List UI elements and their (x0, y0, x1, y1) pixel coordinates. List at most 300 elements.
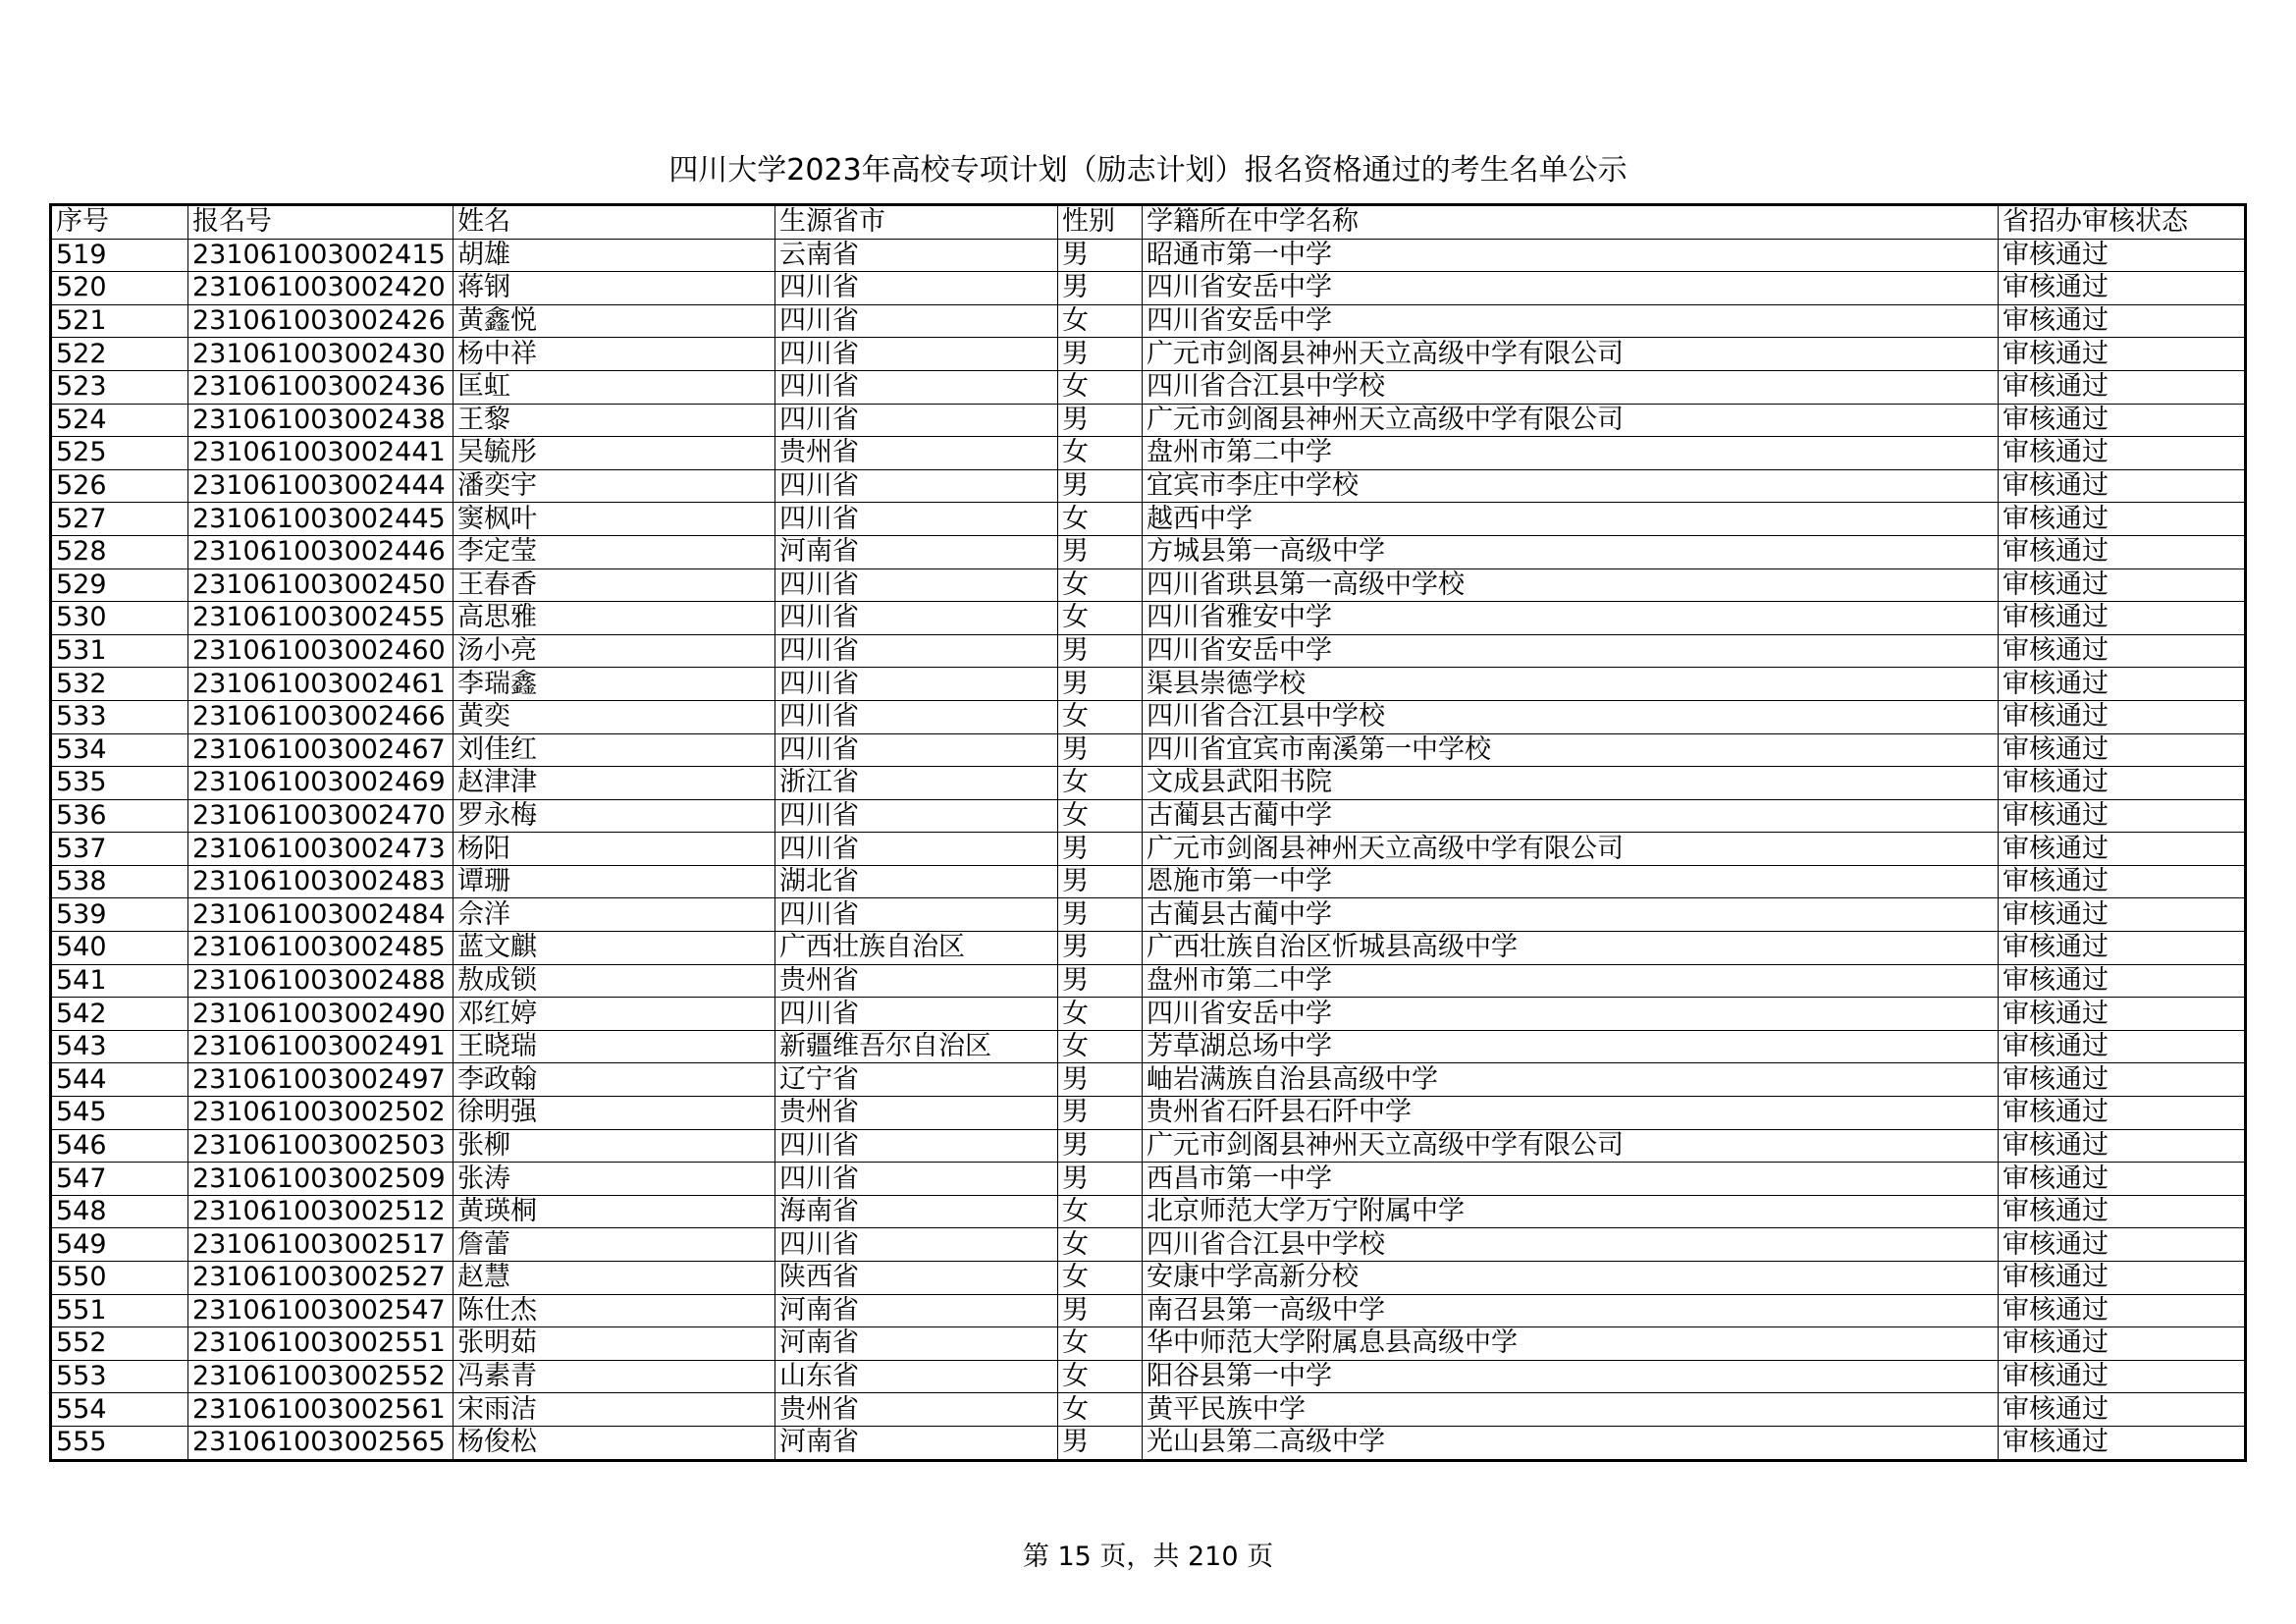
cell-review-status: 审核通过 (1999, 998, 2246, 1031)
cell-province: 贵州省 (775, 1097, 1058, 1130)
cell-registration-no: 231061003002470 (188, 799, 454, 833)
table-row (51, 1360, 2246, 1393)
cell-review-status: 审核通过 (1999, 1030, 2246, 1063)
cell-registration-no: 231061003002446 (188, 535, 454, 568)
cell-name: 宋雨洁 (454, 1393, 775, 1427)
cell-name: 杨阳 (454, 833, 775, 866)
cell-review-status: 审核通过 (1999, 437, 2246, 470)
cell-serial: 532 (51, 668, 188, 701)
cell-province: 四川省 (775, 469, 1058, 503)
cell-gender: 男 (1058, 634, 1143, 668)
cell-serial: 539 (51, 898, 188, 932)
cell-review-status: 审核通过 (1999, 1393, 2246, 1427)
cell-gender: 男 (1058, 272, 1143, 305)
column-header-name: 姓名 (454, 205, 775, 240)
cell-province: 河南省 (775, 535, 1058, 568)
cell-registration-no: 231061003002450 (188, 568, 454, 602)
cell-serial: 520 (51, 272, 188, 305)
table-row (51, 1393, 2246, 1427)
cell-registration-no: 231061003002455 (188, 602, 454, 635)
cell-name: 谭珊 (454, 865, 775, 898)
table-row (51, 799, 2246, 833)
cell-serial: 553 (51, 1360, 188, 1393)
table-body (51, 239, 2246, 1460)
cell-province: 四川省 (775, 338, 1058, 371)
table-row (51, 1426, 2246, 1460)
cell-registration-no: 231061003002473 (188, 833, 454, 866)
cell-province: 山东省 (775, 1360, 1058, 1393)
cell-school: 芳草湖总场中学 (1143, 1030, 1999, 1063)
cell-name: 詹蕾 (454, 1228, 775, 1262)
cell-serial: 538 (51, 865, 188, 898)
cell-gender: 男 (1058, 1063, 1143, 1097)
table-row (51, 964, 2246, 998)
cell-province: 四川省 (775, 833, 1058, 866)
cell-school: 恩施市第一中学 (1143, 865, 1999, 898)
table-row (51, 998, 2246, 1031)
cell-gender: 女 (1058, 1393, 1143, 1427)
cell-serial: 521 (51, 304, 188, 338)
column-header-province: 生源省市 (775, 205, 1058, 240)
cell-province: 贵州省 (775, 1393, 1058, 1427)
cell-name: 蓝文麒 (454, 932, 775, 965)
table-row (51, 1063, 2246, 1097)
cell-name: 潘奕宇 (454, 469, 775, 503)
cell-registration-no: 231061003002552 (188, 1360, 454, 1393)
cell-name: 杨俊松 (454, 1426, 775, 1460)
cell-name: 匡虹 (454, 370, 775, 404)
cell-school: 越西中学 (1143, 503, 1999, 536)
cell-name: 李政翰 (454, 1063, 775, 1097)
table-row (51, 767, 2246, 800)
cell-school: 盘州市第二中学 (1143, 964, 1999, 998)
cell-serial: 531 (51, 634, 188, 668)
cell-school: 四川省珙县第一高级中学校 (1143, 568, 1999, 602)
cell-name: 王春香 (454, 568, 775, 602)
cell-province: 海南省 (775, 1195, 1058, 1228)
cell-province: 四川省 (775, 370, 1058, 404)
cell-name: 王黎 (454, 404, 775, 437)
cell-serial: 541 (51, 964, 188, 998)
cell-province: 四川省 (775, 700, 1058, 733)
cell-province: 四川省 (775, 668, 1058, 701)
cell-gender: 男 (1058, 833, 1143, 866)
cell-review-status: 审核通过 (1999, 370, 2246, 404)
cell-gender: 女 (1058, 799, 1143, 833)
cell-serial: 555 (51, 1426, 188, 1460)
cell-name: 汤小亮 (454, 634, 775, 668)
cell-school: 四川省合江县中学校 (1143, 700, 1999, 733)
cell-province: 河南省 (775, 1327, 1058, 1361)
cell-province: 贵州省 (775, 964, 1058, 998)
cell-name: 赵津津 (454, 767, 775, 800)
cell-review-status: 审核通过 (1999, 1426, 2246, 1460)
cell-school: 广元市剑阁县神州天立高级中学有限公司 (1143, 1129, 1999, 1163)
column-header-registration-no: 报名号 (188, 205, 454, 240)
cell-review-status: 审核通过 (1999, 733, 2246, 767)
cell-registration-no: 231061003002460 (188, 634, 454, 668)
cell-review-status: 审核通过 (1999, 1195, 2246, 1228)
cell-serial: 524 (51, 404, 188, 437)
cell-serial: 544 (51, 1063, 188, 1097)
cell-registration-no: 231061003002485 (188, 932, 454, 965)
cell-name: 李瑞鑫 (454, 668, 775, 701)
cell-serial: 551 (51, 1294, 188, 1327)
cell-school: 四川省安岳中学 (1143, 304, 1999, 338)
cell-serial: 535 (51, 767, 188, 800)
cell-name: 陈仕杰 (454, 1294, 775, 1327)
cell-province: 云南省 (775, 239, 1058, 272)
cell-registration-no: 231061003002466 (188, 700, 454, 733)
cell-school: 广西壮族自治区忻城县高级中学 (1143, 932, 1999, 965)
cell-gender: 男 (1058, 1294, 1143, 1327)
cell-province: 四川省 (775, 1228, 1058, 1262)
table-row (51, 865, 2246, 898)
cell-province: 四川省 (775, 602, 1058, 635)
table-row (51, 503, 2246, 536)
cell-name: 张涛 (454, 1163, 775, 1196)
cell-name: 赵慧 (454, 1262, 775, 1295)
cell-registration-no: 231061003002561 (188, 1393, 454, 1427)
cell-school: 盘州市第二中学 (1143, 437, 1999, 470)
cell-review-status: 审核通过 (1999, 1262, 2246, 1295)
cell-registration-no: 231061003002497 (188, 1063, 454, 1097)
table-row (51, 304, 2246, 338)
cell-gender: 男 (1058, 1097, 1143, 1130)
cell-gender: 男 (1058, 964, 1143, 998)
cell-registration-no: 231061003002551 (188, 1327, 454, 1361)
cell-review-status: 审核通过 (1999, 568, 2246, 602)
cell-school: 广元市剑阁县神州天立高级中学有限公司 (1143, 338, 1999, 371)
table-row (51, 272, 2246, 305)
cell-province: 四川省 (775, 272, 1058, 305)
cell-gender: 女 (1058, 370, 1143, 404)
cell-gender: 男 (1058, 733, 1143, 767)
cell-name: 冯素青 (454, 1360, 775, 1393)
cell-gender: 男 (1058, 239, 1143, 272)
cell-registration-no: 231061003002436 (188, 370, 454, 404)
cell-gender: 女 (1058, 304, 1143, 338)
cell-name: 高思雅 (454, 602, 775, 635)
cell-registration-no: 231061003002491 (188, 1030, 454, 1063)
cell-registration-no: 231061003002509 (188, 1163, 454, 1196)
cell-registration-no: 231061003002503 (188, 1129, 454, 1163)
cell-gender: 女 (1058, 700, 1143, 733)
cell-review-status: 审核通过 (1999, 1360, 2246, 1393)
cell-review-status: 审核通过 (1999, 865, 2246, 898)
cell-school: 广元市剑阁县神州天立高级中学有限公司 (1143, 404, 1999, 437)
cell-review-status: 审核通过 (1999, 239, 2246, 272)
cell-registration-no: 231061003002461 (188, 668, 454, 701)
cell-review-status: 审核通过 (1999, 898, 2246, 932)
cell-province: 四川省 (775, 733, 1058, 767)
cell-school: 方城县第一高级中学 (1143, 535, 1999, 568)
cell-school: 四川省安岳中学 (1143, 634, 1999, 668)
cell-serial: 546 (51, 1129, 188, 1163)
table-row (51, 1097, 2246, 1130)
cell-province: 四川省 (775, 568, 1058, 602)
table-row (51, 733, 2246, 767)
cell-gender: 女 (1058, 602, 1143, 635)
cell-province: 河南省 (775, 1294, 1058, 1327)
cell-review-status: 审核通过 (1999, 1163, 2246, 1196)
cell-school: 古蔺县古蔺中学 (1143, 799, 1999, 833)
cell-province: 辽宁省 (775, 1063, 1058, 1097)
table-row (51, 932, 2246, 965)
column-header-school: 学籍所在中学名称 (1143, 205, 1999, 240)
cell-school: 岫岩满族自治县高级中学 (1143, 1063, 1999, 1097)
cell-province: 四川省 (775, 1163, 1058, 1196)
cell-school: 广元市剑阁县神州天立高级中学有限公司 (1143, 833, 1999, 866)
cell-gender: 男 (1058, 1163, 1143, 1196)
cell-school: 古蔺县古蔺中学 (1143, 898, 1999, 932)
cell-serial: 519 (51, 239, 188, 272)
cell-serial: 550 (51, 1262, 188, 1295)
cell-registration-no: 231061003002484 (188, 898, 454, 932)
cell-province: 浙江省 (775, 767, 1058, 800)
cell-name: 黄鑫悦 (454, 304, 775, 338)
cell-registration-no: 231061003002445 (188, 503, 454, 536)
cell-serial: 522 (51, 338, 188, 371)
cell-name: 罗永梅 (454, 799, 775, 833)
cell-gender: 男 (1058, 535, 1143, 568)
cell-review-status: 审核通过 (1999, 1327, 2246, 1361)
cell-registration-no: 231061003002441 (188, 437, 454, 470)
cell-gender: 女 (1058, 1195, 1143, 1228)
cell-serial: 529 (51, 568, 188, 602)
cell-province: 陕西省 (775, 1262, 1058, 1295)
page-footer: 第 15 页，共 210 页 (1022, 1542, 1274, 1572)
cell-review-status: 审核通过 (1999, 1063, 2246, 1097)
cell-serial: 536 (51, 799, 188, 833)
cell-school: 四川省安岳中学 (1143, 998, 1999, 1031)
cell-serial: 554 (51, 1393, 188, 1427)
table-row (51, 898, 2246, 932)
cell-name: 敖成锁 (454, 964, 775, 998)
table-row (51, 404, 2246, 437)
cell-school: 黄平民族中学 (1143, 1393, 1999, 1427)
cell-review-status: 审核通过 (1999, 304, 2246, 338)
cell-review-status: 审核通过 (1999, 1129, 2246, 1163)
table-row (51, 1262, 2246, 1295)
cell-review-status: 审核通过 (1999, 767, 2246, 800)
cell-province: 四川省 (775, 998, 1058, 1031)
cell-gender: 女 (1058, 437, 1143, 470)
cell-province: 四川省 (775, 503, 1058, 536)
cell-gender: 女 (1058, 1327, 1143, 1361)
cell-serial: 530 (51, 602, 188, 635)
cell-school: 四川省宜宾市南溪第一中学校 (1143, 733, 1999, 767)
cell-gender: 男 (1058, 404, 1143, 437)
cell-review-status: 审核通过 (1999, 535, 2246, 568)
cell-gender: 男 (1058, 898, 1143, 932)
cell-school: 西昌市第一中学 (1143, 1163, 1999, 1196)
cell-registration-no: 231061003002502 (188, 1097, 454, 1130)
table-row (51, 1294, 2246, 1327)
table-row (51, 338, 2246, 371)
cell-name: 李定莹 (454, 535, 775, 568)
cell-registration-no: 231061003002490 (188, 998, 454, 1031)
cell-province: 河南省 (775, 1426, 1058, 1460)
cell-review-status: 审核通过 (1999, 602, 2246, 635)
cell-registration-no: 231061003002430 (188, 338, 454, 371)
cell-gender: 女 (1058, 1228, 1143, 1262)
cell-serial: 527 (51, 503, 188, 536)
cell-province: 四川省 (775, 1129, 1058, 1163)
cell-review-status: 审核通过 (1999, 1294, 2246, 1327)
cell-gender: 男 (1058, 1426, 1143, 1460)
page-title: 四川大学2023年高校专项计划（励志计划）报名资格通过的考生名单公示 (668, 153, 1628, 188)
cell-school: 昭通市第一中学 (1143, 239, 1999, 272)
cell-review-status: 审核通过 (1999, 338, 2246, 371)
cell-gender: 女 (1058, 1360, 1143, 1393)
cell-province: 四川省 (775, 304, 1058, 338)
table-row (51, 1195, 2246, 1228)
cell-serial: 548 (51, 1195, 188, 1228)
table-header-row (51, 205, 2246, 240)
cell-name: 蒋钢 (454, 272, 775, 305)
table-row (51, 668, 2246, 701)
cell-review-status: 审核通过 (1999, 964, 2246, 998)
cell-registration-no: 231061003002438 (188, 404, 454, 437)
cell-gender: 女 (1058, 1262, 1143, 1295)
cell-province: 贵州省 (775, 437, 1058, 470)
cell-name: 黄瑛桐 (454, 1195, 775, 1228)
cell-name: 邓红婷 (454, 998, 775, 1031)
cell-name: 黄奕 (454, 700, 775, 733)
cell-review-status: 审核通过 (1999, 799, 2246, 833)
column-header-review-status: 省招办审核状态 (1999, 205, 2246, 240)
cell-review-status: 审核通过 (1999, 503, 2246, 536)
cell-school: 四川省雅安中学 (1143, 602, 1999, 635)
cell-gender: 男 (1058, 469, 1143, 503)
cell-serial: 543 (51, 1030, 188, 1063)
cell-school: 北京师范大学万宁附属中学 (1143, 1195, 1999, 1228)
cell-registration-no: 231061003002517 (188, 1228, 454, 1262)
cell-serial: 547 (51, 1163, 188, 1196)
cell-province: 新疆维吾尔自治区 (775, 1030, 1058, 1063)
cell-serial: 525 (51, 437, 188, 470)
cell-gender: 女 (1058, 1030, 1143, 1063)
cell-registration-no: 231061003002565 (188, 1426, 454, 1460)
cell-province: 广西壮族自治区 (775, 932, 1058, 965)
cell-registration-no: 231061003002512 (188, 1195, 454, 1228)
cell-province: 四川省 (775, 634, 1058, 668)
cell-name: 张明茹 (454, 1327, 775, 1361)
cell-serial: 540 (51, 932, 188, 965)
cell-registration-no: 231061003002415 (188, 239, 454, 272)
cell-serial: 523 (51, 370, 188, 404)
cell-name: 杨中祥 (454, 338, 775, 371)
cell-review-status: 审核通过 (1999, 668, 2246, 701)
cell-serial: 528 (51, 535, 188, 568)
cell-review-status: 审核通过 (1999, 833, 2246, 866)
table-row (51, 1163, 2246, 1196)
cell-gender: 男 (1058, 668, 1143, 701)
cell-review-status: 审核通过 (1999, 1228, 2246, 1262)
cell-name: 刘佳红 (454, 733, 775, 767)
cell-school: 宜宾市李庄中学校 (1143, 469, 1999, 503)
cell-registration-no: 231061003002444 (188, 469, 454, 503)
applicant-table (49, 203, 2247, 1462)
table-row (51, 535, 2246, 568)
table-row (51, 437, 2246, 470)
cell-registration-no: 231061003002426 (188, 304, 454, 338)
table-row (51, 1228, 2246, 1262)
cell-registration-no: 231061003002527 (188, 1262, 454, 1295)
cell-review-status: 审核通过 (1999, 634, 2246, 668)
cell-registration-no: 231061003002469 (188, 767, 454, 800)
cell-gender: 女 (1058, 568, 1143, 602)
cell-school: 四川省合江县中学校 (1143, 370, 1999, 404)
cell-school: 贵州省石阡县石阡中学 (1143, 1097, 1999, 1130)
cell-name: 王晓瑞 (454, 1030, 775, 1063)
cell-registration-no: 231061003002488 (188, 964, 454, 998)
cell-gender: 男 (1058, 338, 1143, 371)
cell-serial: 552 (51, 1327, 188, 1361)
cell-serial: 549 (51, 1228, 188, 1262)
cell-name: 佘洋 (454, 898, 775, 932)
cell-school: 光山县第二高级中学 (1143, 1426, 1999, 1460)
cell-gender: 男 (1058, 1129, 1143, 1163)
cell-serial: 542 (51, 998, 188, 1031)
column-header-gender: 性别 (1058, 205, 1143, 240)
cell-review-status: 审核通过 (1999, 700, 2246, 733)
cell-school: 四川省合江县中学校 (1143, 1228, 1999, 1262)
table-row (51, 370, 2246, 404)
column-header-serial: 序号 (51, 205, 188, 240)
cell-province: 四川省 (775, 799, 1058, 833)
table-row (51, 1327, 2246, 1361)
cell-school: 渠县崇德学校 (1143, 668, 1999, 701)
cell-school: 阳谷县第一中学 (1143, 1360, 1999, 1393)
cell-serial: 545 (51, 1097, 188, 1130)
cell-review-status: 审核通过 (1999, 404, 2246, 437)
table-row (51, 239, 2246, 272)
cell-name: 张柳 (454, 1129, 775, 1163)
table-row (51, 1129, 2246, 1163)
cell-province: 四川省 (775, 898, 1058, 932)
cell-province: 四川省 (775, 404, 1058, 437)
cell-school: 华中师范大学附属息县高级中学 (1143, 1327, 1999, 1361)
cell-name: 窦枫叶 (454, 503, 775, 536)
cell-gender: 男 (1058, 865, 1143, 898)
cell-name: 徐明强 (454, 1097, 775, 1130)
cell-gender: 女 (1058, 767, 1143, 800)
table-row (51, 568, 2246, 602)
cell-gender: 女 (1058, 503, 1143, 536)
cell-review-status: 审核通过 (1999, 932, 2246, 965)
cell-registration-no: 231061003002483 (188, 865, 454, 898)
cell-gender: 女 (1058, 998, 1143, 1031)
cell-serial: 534 (51, 733, 188, 767)
table-row (51, 634, 2246, 668)
cell-name: 吴毓彤 (454, 437, 775, 470)
cell-school: 文成县武阳书院 (1143, 767, 1999, 800)
table-row (51, 833, 2246, 866)
cell-registration-no: 231061003002420 (188, 272, 454, 305)
table-row (51, 700, 2246, 733)
cell-school: 四川省安岳中学 (1143, 272, 1999, 305)
cell-name: 胡雄 (454, 239, 775, 272)
cell-review-status: 审核通过 (1999, 1097, 2246, 1130)
cell-review-status: 审核通过 (1999, 272, 2246, 305)
cell-serial: 533 (51, 700, 188, 733)
cell-registration-no: 231061003002547 (188, 1294, 454, 1327)
cell-school: 安康中学高新分校 (1143, 1262, 1999, 1295)
cell-gender: 男 (1058, 932, 1143, 965)
table-row (51, 469, 2246, 503)
